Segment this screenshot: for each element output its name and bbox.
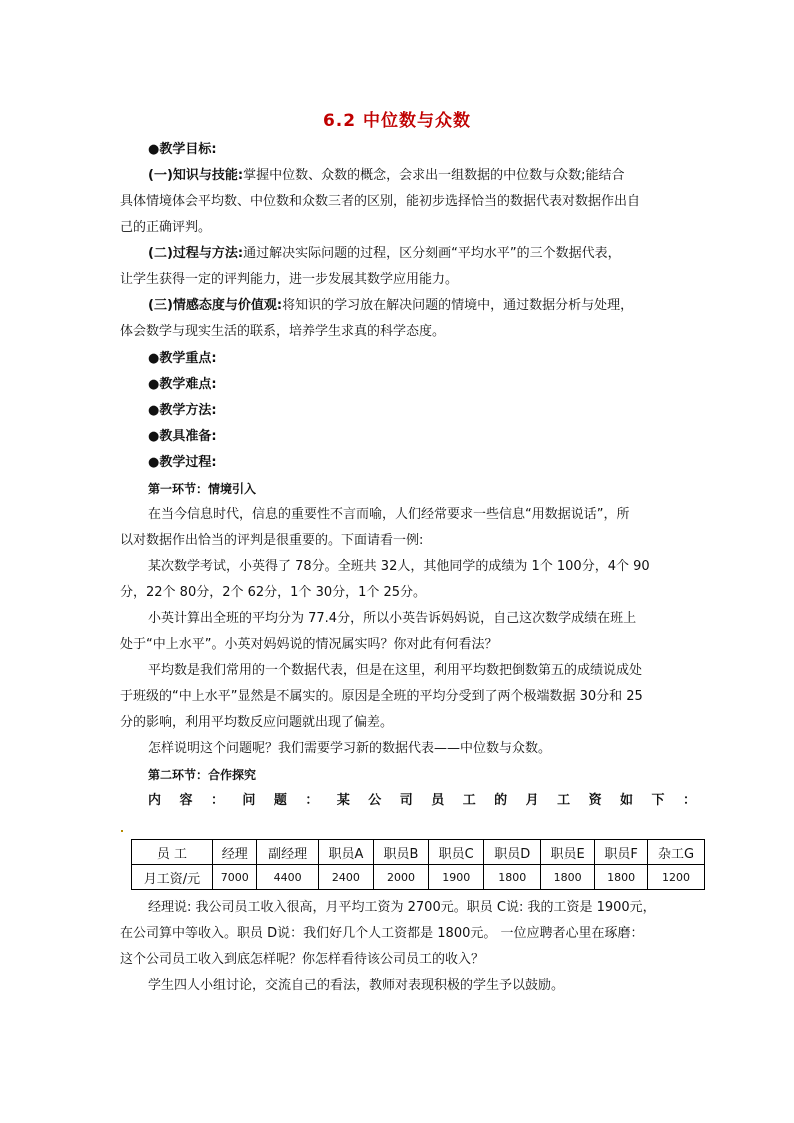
heading-difficulties: ●教学难点: bbox=[148, 377, 217, 392]
table-cell: 职员C bbox=[429, 840, 484, 865]
goal3-text1: 将知识的学习放在解决问题的情境中，通过数据分析与处理， bbox=[282, 298, 634, 313]
salary-table bbox=[131, 839, 705, 890]
goal1-line2: 具体情境体会平均数、中位数和众数三者的区别，能初步选择恰当的数据代表对数据作出自 bbox=[120, 194, 641, 209]
goal3-line2: 体会数学与现实生活的联系，培养学生求真的科学态度。 bbox=[120, 324, 446, 339]
table-cell: 职员A bbox=[318, 840, 373, 865]
goal3-line1 bbox=[148, 297, 708, 315]
content-char: 公 bbox=[368, 793, 382, 808]
content-char: 资 bbox=[588, 793, 602, 808]
p6-line1: 经理说: 我公司员工收入很高，月平均工资为 2700元。职员 C说: 我的工资是 1900元， bbox=[148, 900, 656, 915]
p7-line1: 学生四人小组讨论，交流自己的看法，教师对表现积极的学生予以鼓励。 bbox=[148, 978, 565, 993]
table-header-row bbox=[132, 840, 705, 865]
table-cell: 月工资/元 bbox=[132, 865, 213, 890]
p3-line1: 小英计算出全班的平均分为 77.4分，所以小英告诉妈妈说，自己这次数学成绩在班上 bbox=[148, 611, 637, 626]
table-cell: 1200 bbox=[648, 865, 705, 890]
table-cell: 1800 bbox=[595, 865, 648, 890]
page-title: 6.2 中位数与众数 bbox=[322, 111, 472, 131]
heading-key-points: ●教学重点: bbox=[148, 351, 217, 366]
table-cell: 4400 bbox=[257, 865, 318, 890]
goal1-line3: 己的正确评判。 bbox=[120, 220, 212, 235]
content-char: 某 bbox=[336, 793, 350, 808]
p4-line3: 分的影响，利用平均数反应问题就出现了偏差。 bbox=[120, 715, 394, 730]
goal2-line2: 让学生获得一定的评判能力，进一步发展其数学应用能力。 bbox=[120, 272, 459, 287]
table-cell: 职员E bbox=[541, 840, 595, 865]
table-cell: 杂工G bbox=[648, 840, 705, 865]
table-cell: 1800 bbox=[541, 865, 595, 890]
p1-line2: 以对数据作出恰当的评判是很重要的。下面请看一例: bbox=[120, 533, 424, 548]
table-cell: 2000 bbox=[373, 865, 428, 890]
goal2-line1 bbox=[148, 245, 708, 263]
content-char: 的 bbox=[494, 793, 508, 808]
content-char: 下 bbox=[651, 793, 665, 808]
heading-tools: ●教具准备: bbox=[148, 429, 217, 444]
goal3-label: (三)情感态度与价值观: bbox=[148, 298, 283, 313]
table-cell: 职员B bbox=[373, 840, 428, 865]
goal2-label: (二)过程与方法: bbox=[148, 246, 244, 261]
content-line bbox=[148, 792, 696, 810]
p2-line2: 分，22个 80分，2个 62分，1个 30分，1个 25分。 bbox=[120, 585, 427, 600]
p6-line2: 在公司算中等收入。职员 D说：我们好几个人工资都是 1800元。 一位应聘者心里在琢磨： bbox=[120, 926, 644, 941]
table-row bbox=[132, 865, 705, 890]
content-char: 内 bbox=[148, 793, 162, 808]
goal1-label: (一)知识与技能: bbox=[148, 168, 244, 183]
goal2-text1: 通过解决实际问题的过程，区分刻画“平均水平”的三个数据代表， bbox=[243, 246, 621, 261]
table-cell: 经理 bbox=[213, 840, 257, 865]
table-cell: 职员F bbox=[595, 840, 648, 865]
heading-process: ●教学过程: bbox=[148, 455, 217, 470]
step2-heading: 第二环节：合作探究 bbox=[148, 768, 257, 782]
content-char: ： bbox=[210, 793, 224, 808]
p4-line1: 平均数是我们常用的一个数据代表，但是在这里，利用平均数把倒数第五的成绩说成处 bbox=[148, 663, 643, 678]
content-char: 题 bbox=[273, 793, 287, 808]
stray-mark bbox=[121, 830, 123, 832]
content-char: 员 bbox=[431, 793, 445, 808]
content-char: 容 bbox=[179, 793, 193, 808]
table-cell: 副经理 bbox=[257, 840, 318, 865]
p2-line1: 某次数学考试，小英得了 78分。全班共 32人，其他同学的成绩为 1个 100分，4个 90 bbox=[148, 559, 650, 574]
content-char: 如 bbox=[620, 793, 634, 808]
table-cell: 1900 bbox=[429, 865, 484, 890]
p1-line1: 在当今信息时代，信息的重要性不言而喻，人们经常要求一些信息“用数据说话”，所 bbox=[148, 507, 630, 522]
table-cell: 1800 bbox=[484, 865, 541, 890]
p6-line3: 这个公司员工收入到底怎样呢？你怎样看待该公司员工的收入？ bbox=[120, 952, 485, 967]
goal1-line1 bbox=[148, 167, 708, 185]
heading-methods: ●教学方法: bbox=[148, 403, 217, 418]
table-cell: 职员D bbox=[484, 840, 541, 865]
goal1-text1: 掌握中位数、众数的概念，会求出一组数据的中位数与众数;能结合 bbox=[243, 168, 625, 183]
content-char: ： bbox=[682, 793, 696, 808]
content-char: 月 bbox=[525, 793, 539, 808]
p5-line1: 怎样说明这个问题呢？我们需要学习新的数据代表——中位数与众数。 bbox=[148, 741, 552, 756]
step1-heading: 第一环节：情境引入 bbox=[148, 482, 257, 496]
p4-line2: 于班级的“中上水平”显然是不属实的。原因是全班的平均分受到了两个极端数据 30分和 25 bbox=[120, 689, 643, 704]
content-char: ： bbox=[305, 793, 319, 808]
content-char: 司 bbox=[399, 793, 413, 808]
table-cell: 7000 bbox=[213, 865, 257, 890]
table-cell: 2400 bbox=[318, 865, 373, 890]
goals-heading: ●教学目标: bbox=[148, 142, 217, 157]
content-char: 工 bbox=[462, 793, 476, 808]
table-cell: 员 工 bbox=[132, 840, 213, 865]
content-char: 工 bbox=[557, 793, 571, 808]
content-char: 问 bbox=[242, 793, 256, 808]
p3-line2: 处于“中上水平”。小英对妈妈说的情况属实吗？你对此有何看法？ bbox=[120, 637, 498, 652]
